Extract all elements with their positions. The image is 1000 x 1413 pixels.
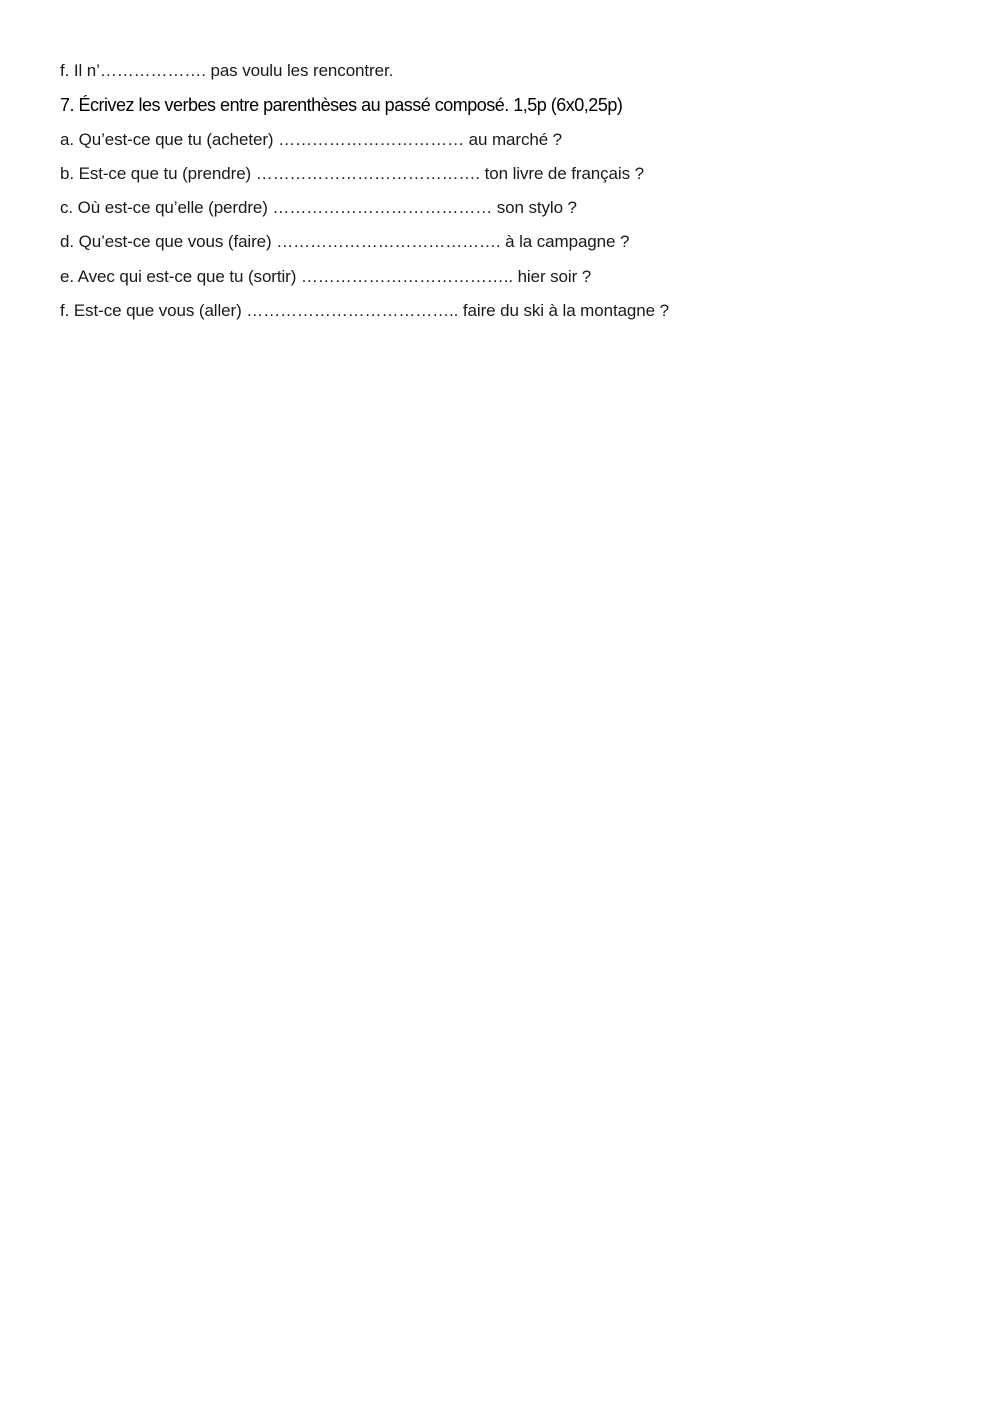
exercise-7-item-a: a. Qu’est-ce que tu (acheter) …………………………… au marché ? xyxy=(60,129,563,149)
exercise-7-item-d: d. Qu’est-ce que vous (faire) …………………………………. à la campagne ? xyxy=(60,232,630,252)
exercise-7-item-b: b. Est-ce que tu (prendre) …………………………………. ton livre de français ? xyxy=(60,163,644,183)
exercise-7-title: 7. Écrivez les verbes entre parenthèses au passé composé. 1,5p (6x0,25p) xyxy=(60,95,623,116)
previous-exercise-item-f: f. Il n’………………. pas voulu les rencontrer. xyxy=(60,61,394,80)
worksheet-content xyxy=(60,60,960,334)
exercise-7-item-c: c. Où est-ce qu’elle (perdre) ………………………………… son stylo ? xyxy=(60,198,577,218)
exercise-7-item-e: e. Avec qui est-ce que tu (sortir) ……………………………….. hier soir ? xyxy=(60,266,592,286)
exercise-7-item-f: f. Est-ce que vous (aller) ……………………………….. faire du ski à la montagne ? xyxy=(60,301,669,321)
